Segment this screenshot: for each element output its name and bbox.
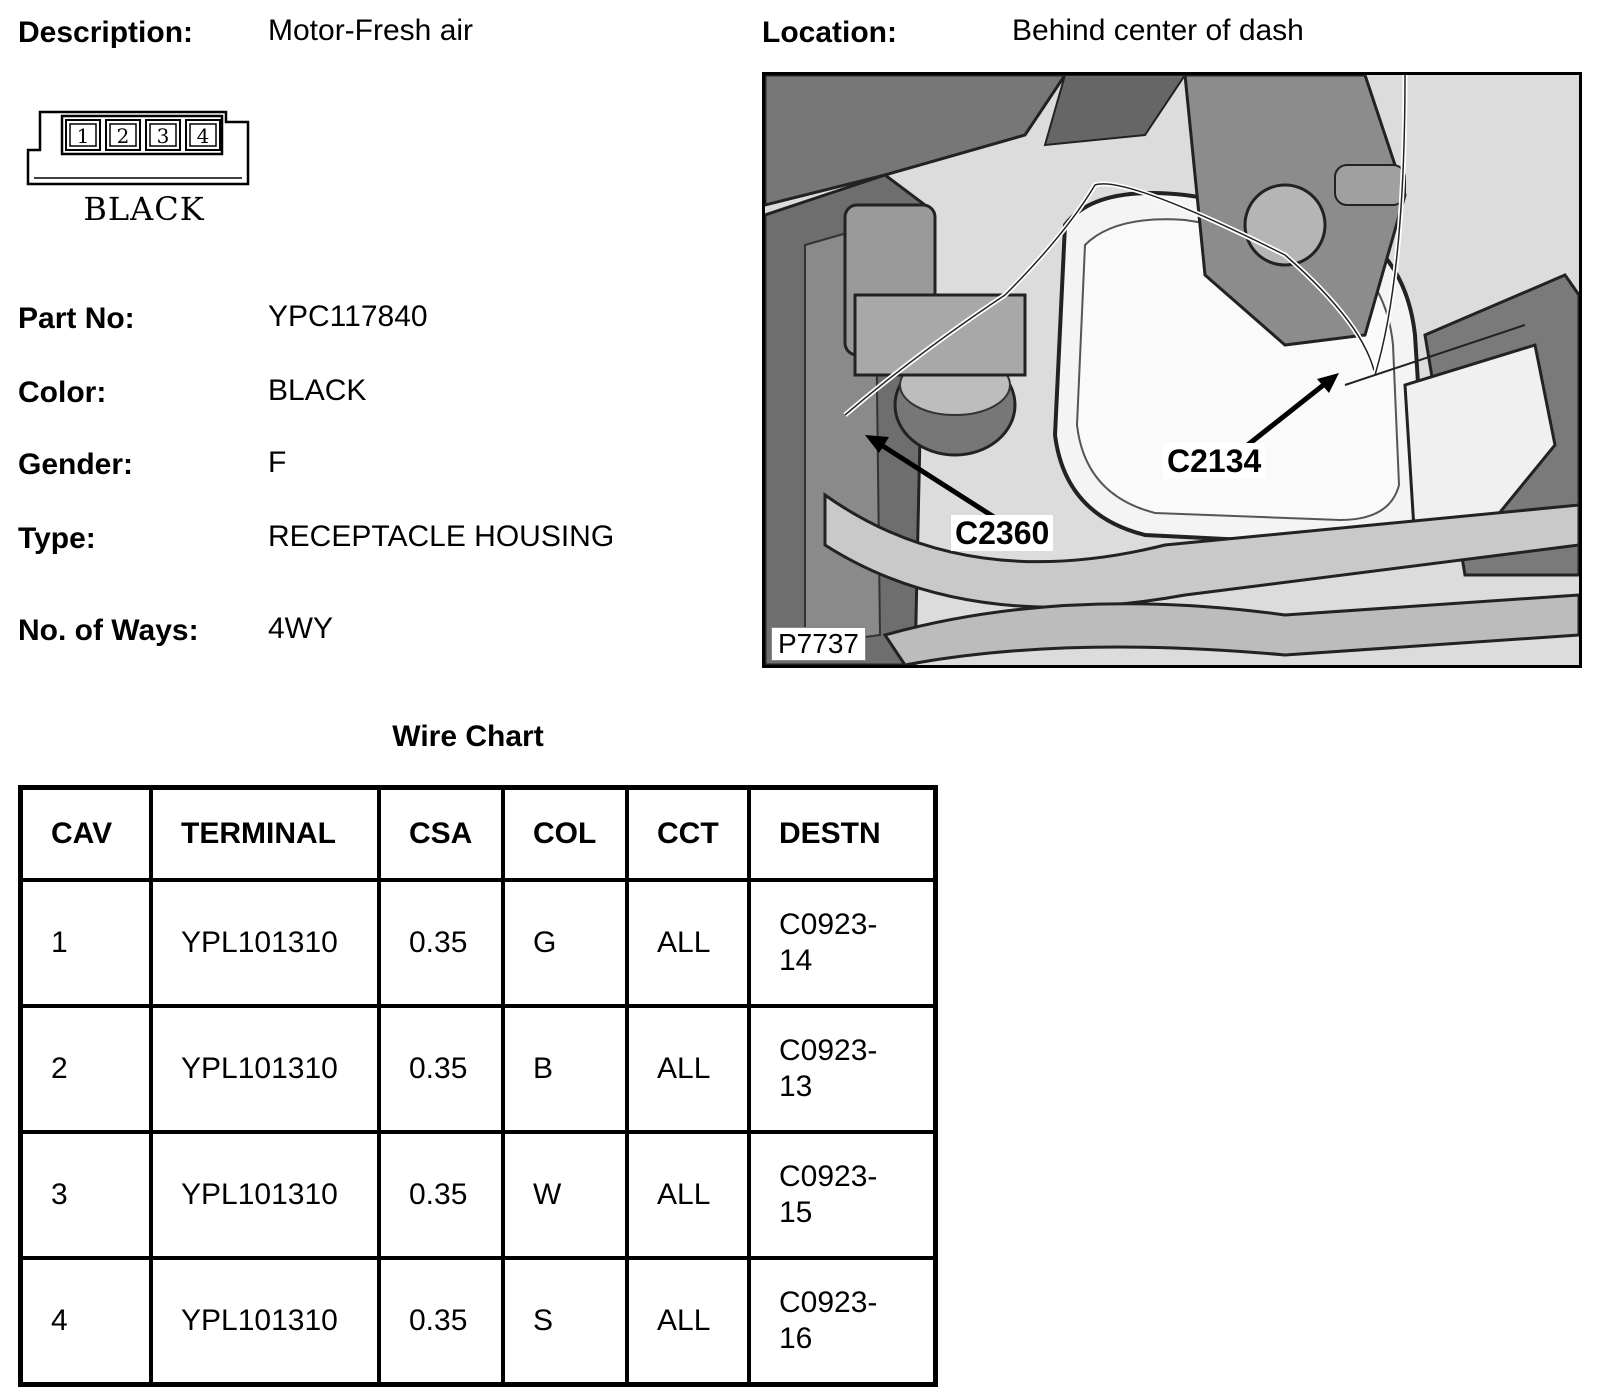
callout-c2134: C2134 — [1163, 443, 1265, 479]
cct-cell: ALL — [627, 1132, 749, 1258]
part-no-value: YPC117840 — [268, 300, 428, 333]
wire-chart-header-row — [21, 788, 936, 881]
header-cct: CCT — [627, 788, 749, 881]
cav-cell: 4 — [21, 1258, 152, 1385]
cav-cell: 2 — [21, 1006, 152, 1132]
col-cell: S — [503, 1258, 627, 1385]
ways-label: No. of Ways: — [18, 614, 199, 647]
location-value: Behind center of dash — [1012, 14, 1304, 47]
gender-label: Gender: — [18, 448, 134, 481]
description-label: Description: — [18, 16, 194, 49]
connector-face-diagram — [26, 108, 258, 228]
table-row — [21, 880, 936, 1006]
destn-pin: 16 — [779, 1322, 813, 1355]
location-label: Location: — [762, 16, 897, 49]
destn-connector: C0923- — [779, 1034, 878, 1067]
connector-color-caption: BLACK — [83, 190, 205, 228]
cct-cell: ALL — [627, 1006, 749, 1132]
pin-1-label: 1 — [76, 124, 90, 148]
terminal-cell: YPL101310 — [151, 1258, 379, 1385]
terminal-cell: YPL101310 — [151, 1132, 379, 1258]
csa-cell: 0.35 — [379, 880, 503, 1006]
destn-pin: 14 — [779, 944, 813, 977]
color-label: Color: — [18, 376, 107, 409]
cct-cell: ALL — [627, 1258, 749, 1385]
type-label: Type: — [18, 522, 96, 555]
header-col: COL — [503, 788, 627, 881]
connector-outline — [26, 108, 258, 228]
part-no-label: Part No: — [18, 302, 135, 335]
destn-connector: C0923- — [779, 908, 878, 941]
color-value: BLACK — [268, 374, 367, 407]
csa-cell: 0.35 — [379, 1132, 503, 1258]
col-cell: G — [503, 880, 627, 1006]
terminal-cell: YPL101310 — [151, 1006, 379, 1132]
header-terminal: TERMINAL — [151, 788, 379, 881]
destn-cell — [749, 1132, 936, 1258]
destn-pin: 15 — [779, 1196, 813, 1229]
photo-reference: P7737 — [771, 627, 866, 661]
destn-pin: 13 — [779, 1070, 813, 1103]
col-cell: W — [503, 1132, 627, 1258]
cav-cell: 3 — [21, 1132, 152, 1258]
cav-cell: 1 — [21, 880, 152, 1006]
type-value: RECEPTACLE HOUSING — [268, 520, 615, 553]
table-row — [21, 1132, 936, 1258]
wire-chart-title: Wire Chart — [392, 720, 544, 753]
header-destn: DESTN — [749, 788, 936, 881]
csa-cell: 0.35 — [379, 1258, 503, 1385]
table-row — [21, 1258, 936, 1385]
header-csa: CSA — [379, 788, 503, 881]
pin-4-label: 4 — [196, 124, 210, 148]
csa-cell: 0.35 — [379, 1006, 503, 1132]
pin-3-label: 3 — [156, 124, 170, 148]
pin-2-label: 2 — [116, 124, 130, 148]
gender-value: F — [268, 446, 287, 479]
callout-c2360: C2360 — [951, 515, 1053, 551]
table-row — [21, 1006, 936, 1132]
col-cell: B — [503, 1006, 627, 1132]
destn-cell — [749, 880, 936, 1006]
cct-cell: ALL — [627, 880, 749, 1006]
ways-value: 4WY — [268, 612, 334, 645]
destn-connector: C0923- — [779, 1160, 878, 1193]
location-illustration — [762, 72, 1582, 668]
destn-connector: C0923- — [779, 1286, 878, 1319]
description-value: Motor-Fresh air — [268, 14, 474, 47]
destn-cell — [749, 1006, 936, 1132]
wire-chart-table — [18, 785, 938, 1387]
terminal-cell: YPL101310 — [151, 880, 379, 1006]
vehicle-components-drawing — [765, 75, 1579, 665]
destn-cell — [749, 1258, 936, 1385]
header-cav: CAV — [21, 788, 152, 881]
